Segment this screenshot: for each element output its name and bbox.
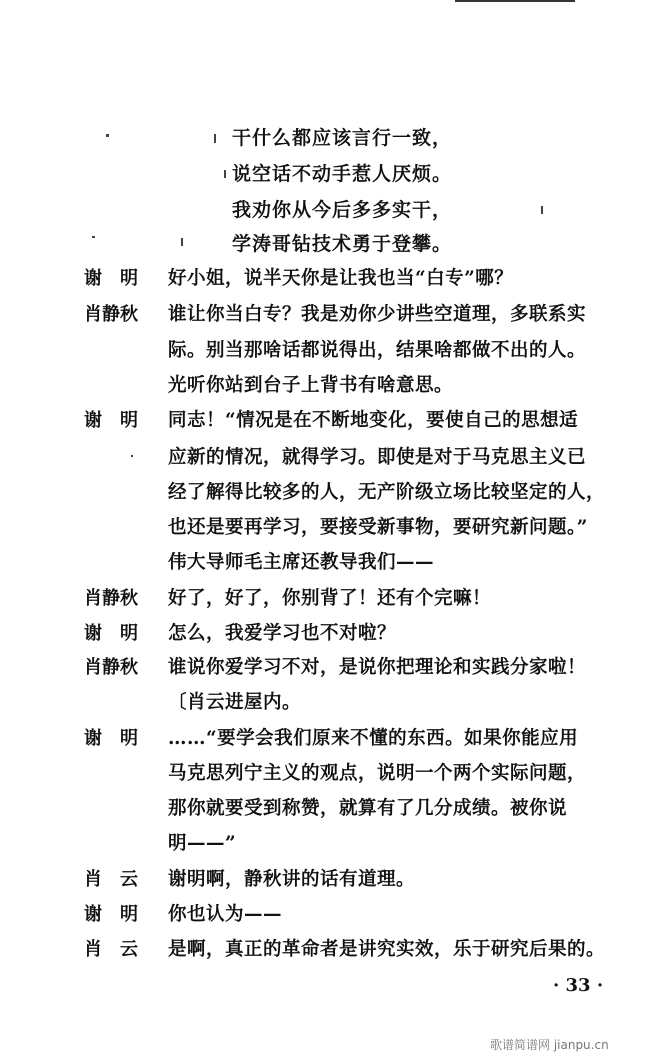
verse-line: 我劝你从今后多多实干，: [232, 199, 453, 221]
dialogue-line: 应新的情况，就得学习。即使是对于马克思主义已: [168, 447, 587, 468]
speaker-name: 肖静秋: [84, 304, 138, 325]
scan-speck: [214, 134, 216, 143]
speaker-name: 谢 明: [84, 728, 138, 749]
dialogue-line: 是啊，真正的革命者是讲究实效，乐于研究后果的。: [168, 939, 606, 960]
speaker-name: 谢 明: [84, 410, 138, 431]
dialogue-line: 明——”: [168, 833, 237, 854]
dialogue-line: 谢明啊，静秋讲的话有道理。: [168, 869, 416, 890]
verse-line: 干什么都应该言行一致，: [232, 127, 453, 149]
dialogue-line: 你也认为——: [168, 904, 283, 925]
dialogue-line: 马克思列宁主义的观点，说明一个两个实际问题，: [168, 763, 587, 784]
scan-speck: [92, 236, 95, 238]
speaker-name: 谢 明: [84, 904, 138, 925]
speaker-name: 肖 云: [84, 939, 138, 960]
dialogue-line: 光听你站到台子上背书有啥意思。: [168, 375, 454, 396]
verse-line: 学涛哥钻技术勇于登攀。: [232, 233, 453, 255]
dialogue-line: 那你就要受到称赞，就算有了几分成绩。被你说: [168, 798, 568, 819]
dialogue-line: 同志！“情况是在不断地变化，要使自己的思想适: [168, 410, 579, 431]
speaker-name: 肖静秋: [84, 657, 138, 678]
dialogue-line: 怎么，我爱学习也不对啦？: [168, 623, 397, 644]
dialogue-line: 也还是要再学习，要接受新事物，要研究新问题。”: [168, 517, 588, 538]
page-number: · 33 ·: [553, 975, 604, 996]
speaker-name: 谢 明: [84, 623, 138, 644]
dialogue-line: 谁说你爱学习不对，是说你把理论和实践分家啦！: [168, 657, 587, 678]
speaker-name: 肖 云: [84, 869, 138, 890]
scan-speck: [106, 134, 109, 137]
dialogue-line: ……“要学会我们原来不懂的东西。如果你能应用: [168, 728, 579, 749]
scan-speck: [224, 170, 226, 178]
speaker-name: 肖静秋: [84, 588, 138, 609]
dialogue-line: 好小姐，说半天你是让我也当“白专”哪？: [168, 268, 514, 289]
dialogue-line: 际。别当那啥话都说得出，结果啥都做不出的人。: [168, 340, 587, 361]
scan-speck: [541, 206, 543, 214]
scan-speck: [181, 238, 183, 246]
watermark: 歌谱简谱网 jianpu.cn: [490, 1038, 609, 1052]
verse-line: 说空话不动手惹人厌烦。: [232, 163, 453, 185]
scan-speck: [131, 455, 133, 457]
speaker-name: 谢 明: [84, 268, 138, 289]
dialogue-line: 谁让你当白专？我是劝你少讲些空道理，多联系实: [168, 304, 587, 325]
dialogue-line: 经了解得比较多的人，无产阶级立场比较坚定的人，: [168, 482, 606, 503]
stage-direction: 〔肖云进屋内。: [168, 692, 302, 713]
dialogue-line: 好了，好了，你别背了！还有个完嘛！: [168, 588, 492, 609]
dialogue-line: 伟大导师毛主席还教导我们——: [168, 552, 435, 573]
top-edge-line: [455, 0, 575, 2]
